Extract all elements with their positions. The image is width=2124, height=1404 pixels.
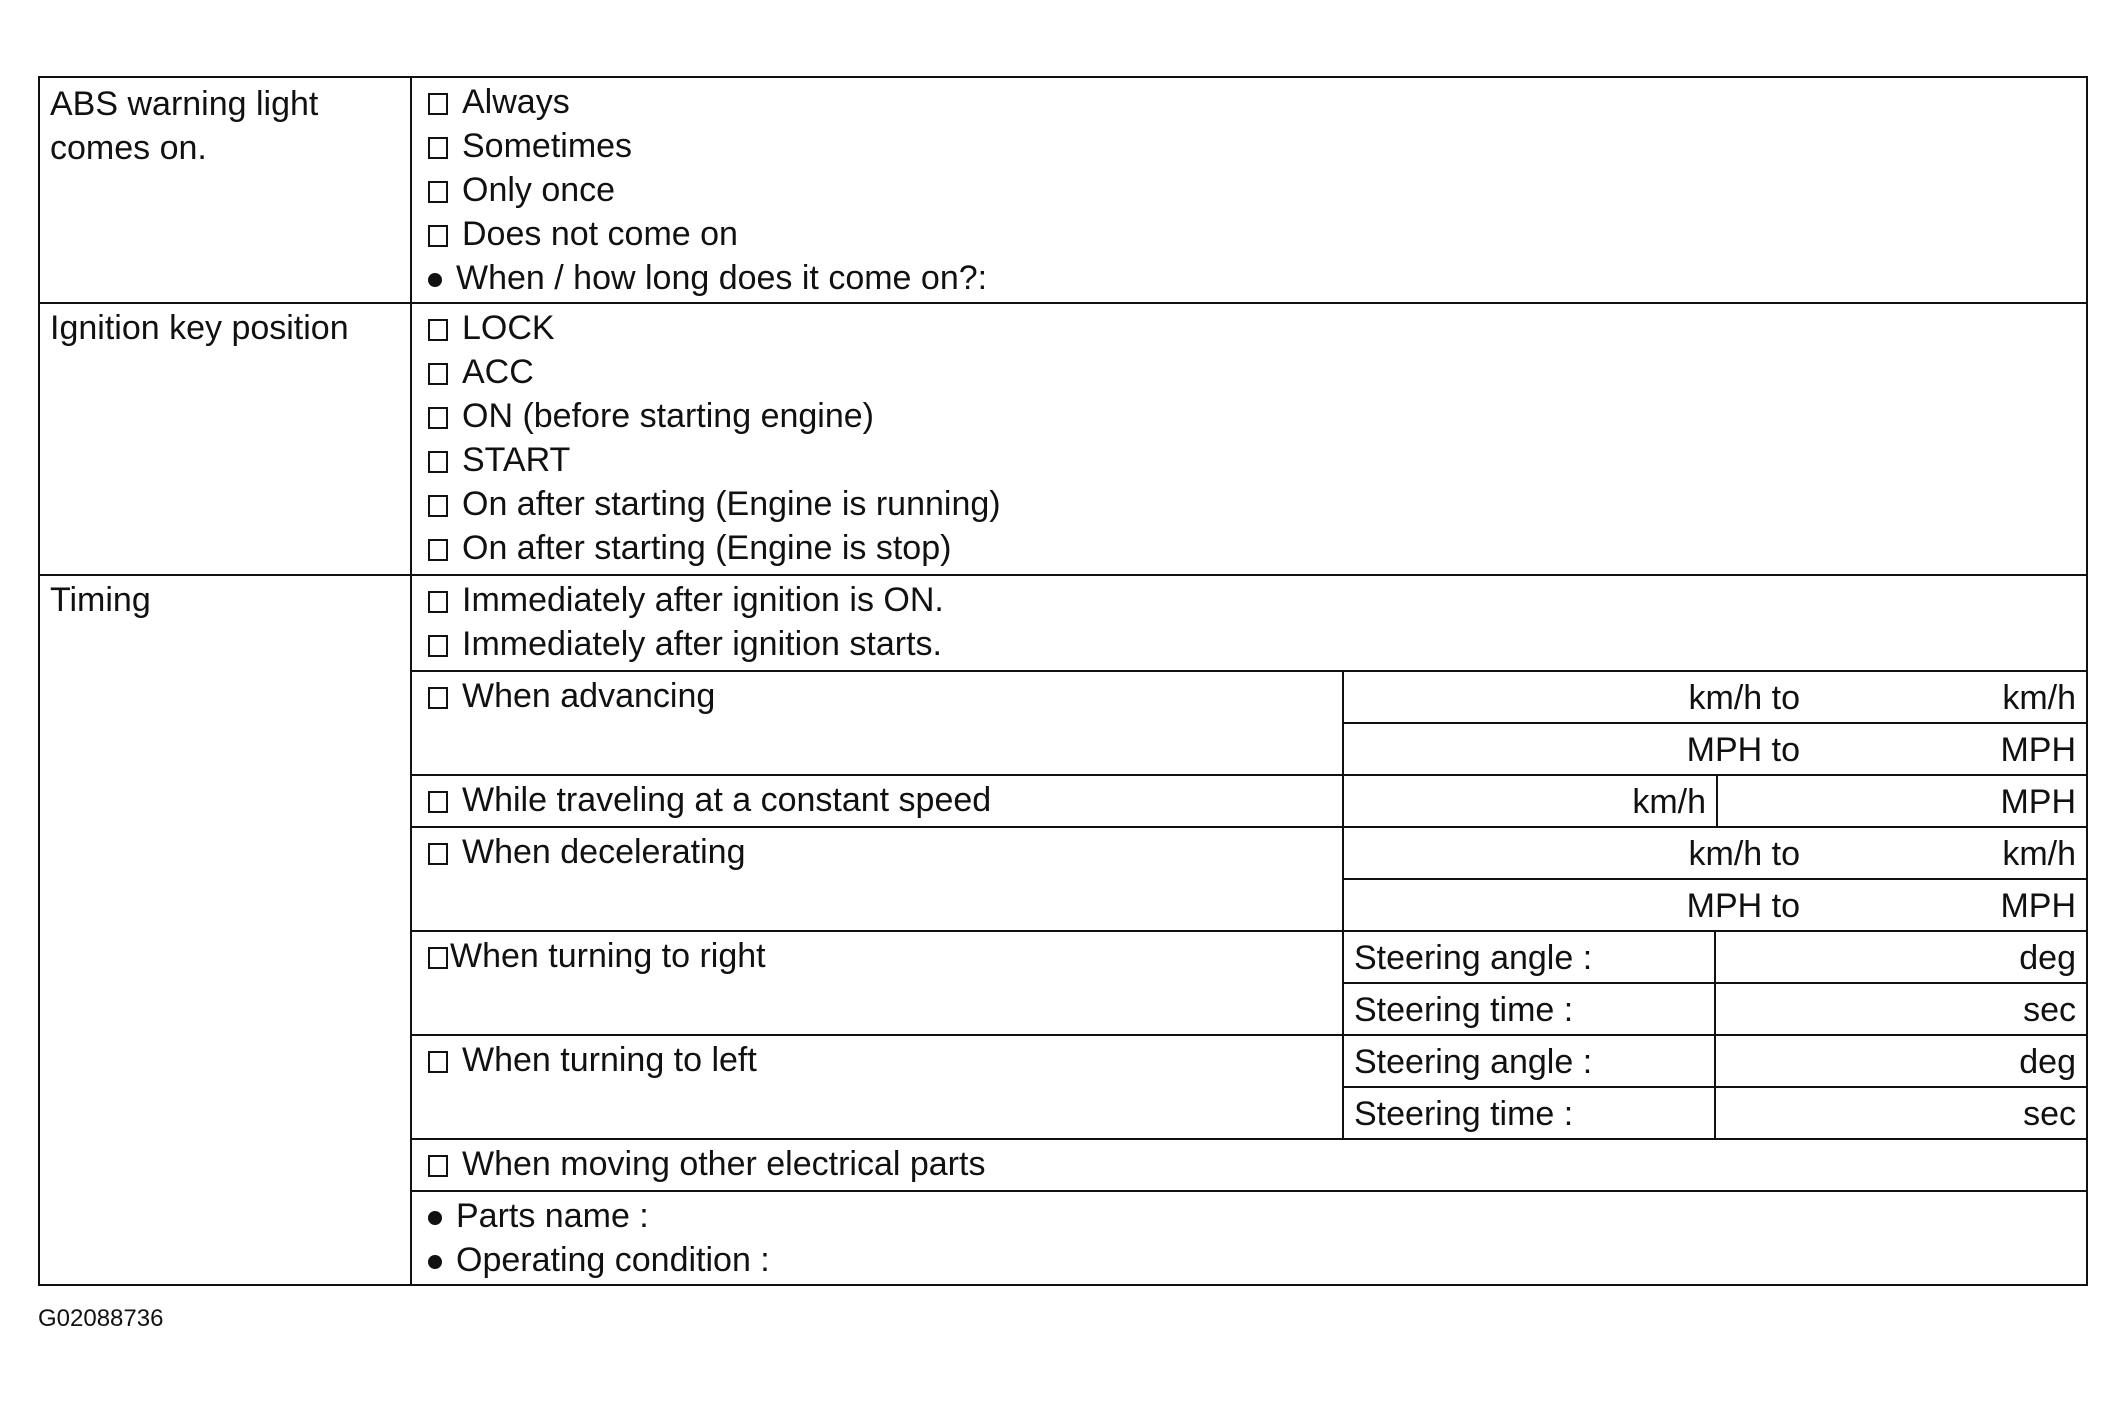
turn-right-angle-label: Steering angle : <box>1354 939 1593 977</box>
ignition-option-stop[interactable] <box>428 528 951 568</box>
checkbox-icon[interactable] <box>428 363 448 385</box>
option-label: Only once <box>462 171 616 209</box>
advancing-mph-to: MPH to <box>1686 731 1800 769</box>
option-label: Does not come on <box>462 215 738 253</box>
checkbox-icon[interactable] <box>428 319 448 341</box>
ignition-option-running[interactable] <box>428 484 1001 524</box>
ignition-option-on[interactable] <box>428 396 874 436</box>
checkbox-icon[interactable] <box>428 1051 448 1073</box>
option-label: ACC <box>462 353 534 391</box>
option-label: On after starting (Engine is stop) <box>462 529 952 567</box>
turn-left-time-unit: sec <box>2023 1095 2076 1133</box>
timing-option-turn-right[interactable] <box>428 936 766 976</box>
bullet-icon <box>428 1211 442 1225</box>
line-decel-mid <box>1342 878 2086 880</box>
checkbox-icon[interactable] <box>428 687 448 709</box>
line-decel-end <box>410 930 2086 932</box>
advancing-kmh-to: km/h to <box>1688 679 1800 717</box>
checkbox-icon[interactable] <box>428 181 448 203</box>
abs-when-how-long <box>428 258 987 298</box>
option-label: Sometimes <box>462 127 633 165</box>
timing-option-ignition-starts[interactable] <box>428 624 942 664</box>
constant-speed-divider <box>1716 774 1718 826</box>
figure-id: G02088736 <box>38 1305 164 1332</box>
timing-option-turn-left[interactable] <box>428 1040 757 1080</box>
checkbox-icon[interactable] <box>428 947 448 969</box>
timing-option-decelerating[interactable] <box>428 832 746 872</box>
row-divider-ignition <box>40 574 2086 576</box>
abs-option-does-not-come-on[interactable] <box>428 214 738 254</box>
turn-right-time-unit: sec <box>2023 991 2076 1029</box>
ignition-option-lock[interactable] <box>428 308 555 348</box>
checkbox-icon[interactable] <box>428 451 448 473</box>
abs-option-only-once[interactable] <box>428 170 615 210</box>
line-left-end <box>410 1138 2086 1140</box>
timing-option-advancing[interactable] <box>428 676 715 716</box>
constant-speed-kmh: km/h <box>1632 783 1706 821</box>
checkbox-icon[interactable] <box>428 591 448 613</box>
option-label: Always <box>462 83 570 121</box>
label-column-divider <box>410 78 412 1284</box>
line-timing-immediate <box>410 670 2086 672</box>
steering-value-divider <box>1714 930 1716 1138</box>
abs-option-sometimes[interactable] <box>428 126 632 166</box>
checkbox-icon[interactable] <box>428 137 448 159</box>
line-advancing-end <box>410 774 2086 776</box>
abs-option-always[interactable] <box>428 82 570 122</box>
bullet-icon <box>428 273 442 287</box>
decelerating-kmh-to: km/h to <box>1688 835 1800 873</box>
question-label: When / how long does it come on?: <box>456 259 988 297</box>
checkbox-icon[interactable] <box>428 225 448 247</box>
option-label: ON (before starting engine) <box>462 397 874 435</box>
checkbox-icon[interactable] <box>428 495 448 517</box>
option-label: When turning to left <box>462 1041 757 1079</box>
advancing-mph-end: MPH <box>2000 731 2076 769</box>
line-constant-end <box>410 826 2086 828</box>
option-label: While traveling at a constant speed <box>462 781 992 819</box>
line-right-end <box>410 1034 2086 1036</box>
option-label: When moving other electrical parts <box>462 1145 986 1183</box>
checkbox-icon[interactable] <box>428 635 448 657</box>
decelerating-kmh-end: km/h <box>2002 835 2076 873</box>
turn-left-angle-unit: deg <box>2019 1043 2076 1081</box>
timing-label: Timing <box>50 581 151 619</box>
operating-condition-field <box>428 1240 770 1280</box>
timing-option-constant-speed[interactable] <box>428 780 991 820</box>
abs-warning-label: ABS warning light comes on. <box>50 85 319 167</box>
decelerating-mph-to: MPH to <box>1686 887 1800 925</box>
parts-name-field <box>428 1196 649 1236</box>
operating-condition-label: Operating condition : <box>456 1241 770 1279</box>
row-divider-abs <box>40 302 2086 304</box>
option-label: When decelerating <box>462 833 746 871</box>
option-label: START <box>462 441 571 479</box>
turn-left-time-label: Steering time : <box>1354 1095 1574 1133</box>
decelerating-mph-end: MPH <box>2000 887 2076 925</box>
timing-option-ignition-on[interactable] <box>428 580 944 620</box>
option-label: LOCK <box>462 309 555 347</box>
ignition-key-label: Ignition key position <box>50 309 349 347</box>
timing-option-electrical-parts[interactable] <box>428 1144 985 1184</box>
option-label: When advancing <box>462 677 716 715</box>
ignition-option-start[interactable] <box>428 440 570 480</box>
option-label: Immediately after ignition is ON. <box>462 581 944 619</box>
checkbox-icon[interactable] <box>428 1155 448 1177</box>
checkbox-icon[interactable] <box>428 407 448 429</box>
constant-speed-mph: MPH <box>2000 783 2076 821</box>
checkbox-icon[interactable] <box>428 791 448 813</box>
bullet-icon <box>428 1255 442 1269</box>
turn-right-time-label: Steering time : <box>1354 991 1574 1029</box>
turn-right-angle-unit: deg <box>2019 939 2076 977</box>
line-advancing-mid <box>1342 722 2086 724</box>
parts-name-label: Parts name : <box>456 1197 649 1235</box>
option-label: Immediately after ignition starts. <box>462 625 942 663</box>
turn-left-angle-label: Steering angle : <box>1354 1043 1593 1081</box>
line-electrical-end <box>410 1190 2086 1192</box>
option-label: When turning to right <box>450 937 766 975</box>
option-label: On after starting (Engine is running) <box>462 485 1001 523</box>
checkbox-icon[interactable] <box>428 93 448 115</box>
checkbox-icon[interactable] <box>428 843 448 865</box>
ignition-option-acc[interactable] <box>428 352 534 392</box>
checkbox-icon[interactable] <box>428 539 448 561</box>
abs-diagnosis-form <box>38 76 2088 1286</box>
value-column-divider <box>1342 670 1344 1138</box>
advancing-kmh-end: km/h <box>2002 679 2076 717</box>
